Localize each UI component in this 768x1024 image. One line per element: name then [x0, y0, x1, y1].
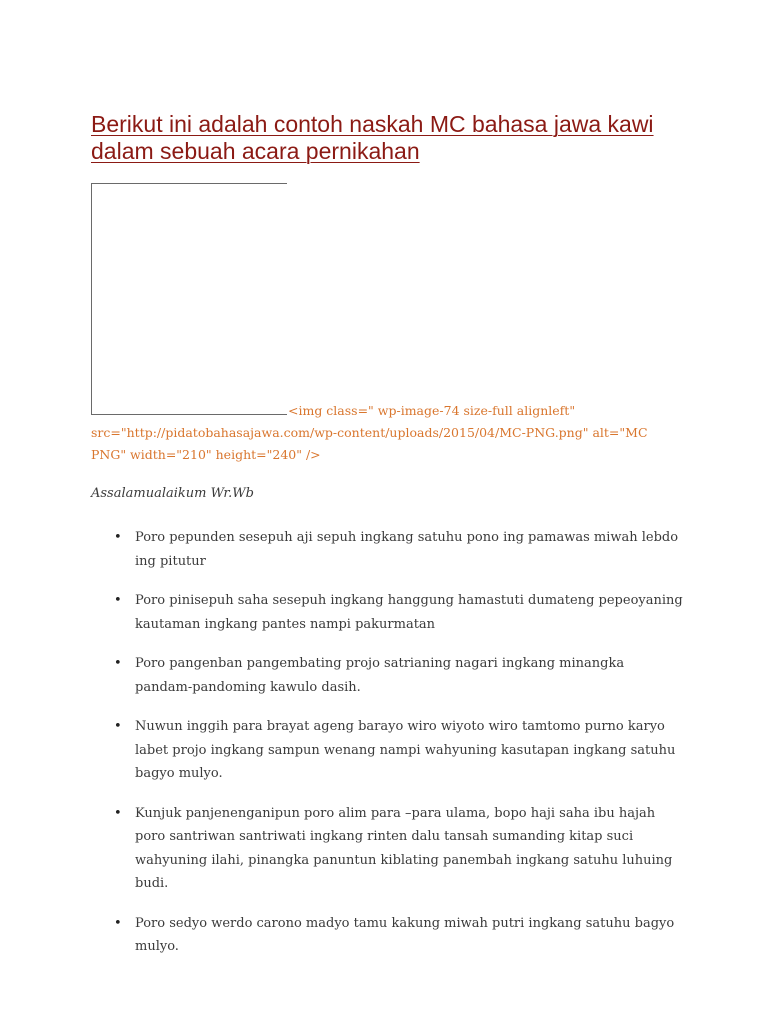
- bullet-icon: •: [114, 530, 122, 545]
- list-item: [114, 912, 684, 959]
- broken-image-frame: [91, 183, 287, 415]
- list-item-text: Nuwun inggih para brayat ageng barayo wiro wiyoto wiro tamtomo purno karyo labet projo ingkang sampun wenang nampi wahyuning kasutapan ingkang satuhu bagyo mulyo.: [135, 719, 676, 781]
- bullet-icon: •: [114, 805, 122, 821]
- list-item: [114, 589, 684, 636]
- greeting-text: Assalamualaikum Wr.Wb: [91, 486, 254, 501]
- address-list: [114, 526, 684, 975]
- bullet-icon: •: [114, 593, 122, 608]
- bullet-icon: •: [114, 915, 122, 931]
- list-item: [114, 715, 684, 786]
- list-item-text: Poro pepunden sesepuh aji sepuh ingkang satuhu pono ing pamawas miwah lebdo ing pitutur: [135, 530, 679, 569]
- image-html-code: <img class=" wp-image-74 size-full alignleft" src="http://pidatobahasajawa.com/wp-content/uploads/2015/04/MC-PNG.png" alt="MC PNG" width="210" height="240" />: [91, 403, 648, 462]
- bullet-icon: •: [114, 656, 122, 671]
- list-item-text: Poro sedyo werdo carono madyo tamu kakung miwah putri ingkang satuhu bagyo mulyo.: [135, 915, 675, 954]
- list-item: [114, 526, 684, 573]
- list-item: [114, 652, 684, 699]
- list-item-text: Poro pinisepuh saha sesepuh ingkang hanggung hamastuti dumateng pepeoyaning kautaman ingkang pantes nampi pakurmatan: [135, 593, 683, 632]
- list-item-text: Poro pangenban pangembating projo satrianing nagari ingkang minangka pandam-pandoming kawulo dasih.: [135, 656, 625, 695]
- list-item-text: Kunjuk panjenenganipun poro alim para –para ulama, bopo haji saha ibu hajah poro santriwan santriwati ingkang rinten dalu tansah sumanding kitap suci wahyuning ilahi, pinangka panuntun kiblating panembah ingkang satuhu luhuing budi.: [135, 805, 673, 891]
- bullet-icon: •: [114, 719, 122, 734]
- article-title-link[interactable]: Berikut ini adalah contoh naskah MC bahasa jawa kawi dalam sebuah acara pernikahan: [91, 111, 654, 164]
- list-item: [114, 802, 684, 896]
